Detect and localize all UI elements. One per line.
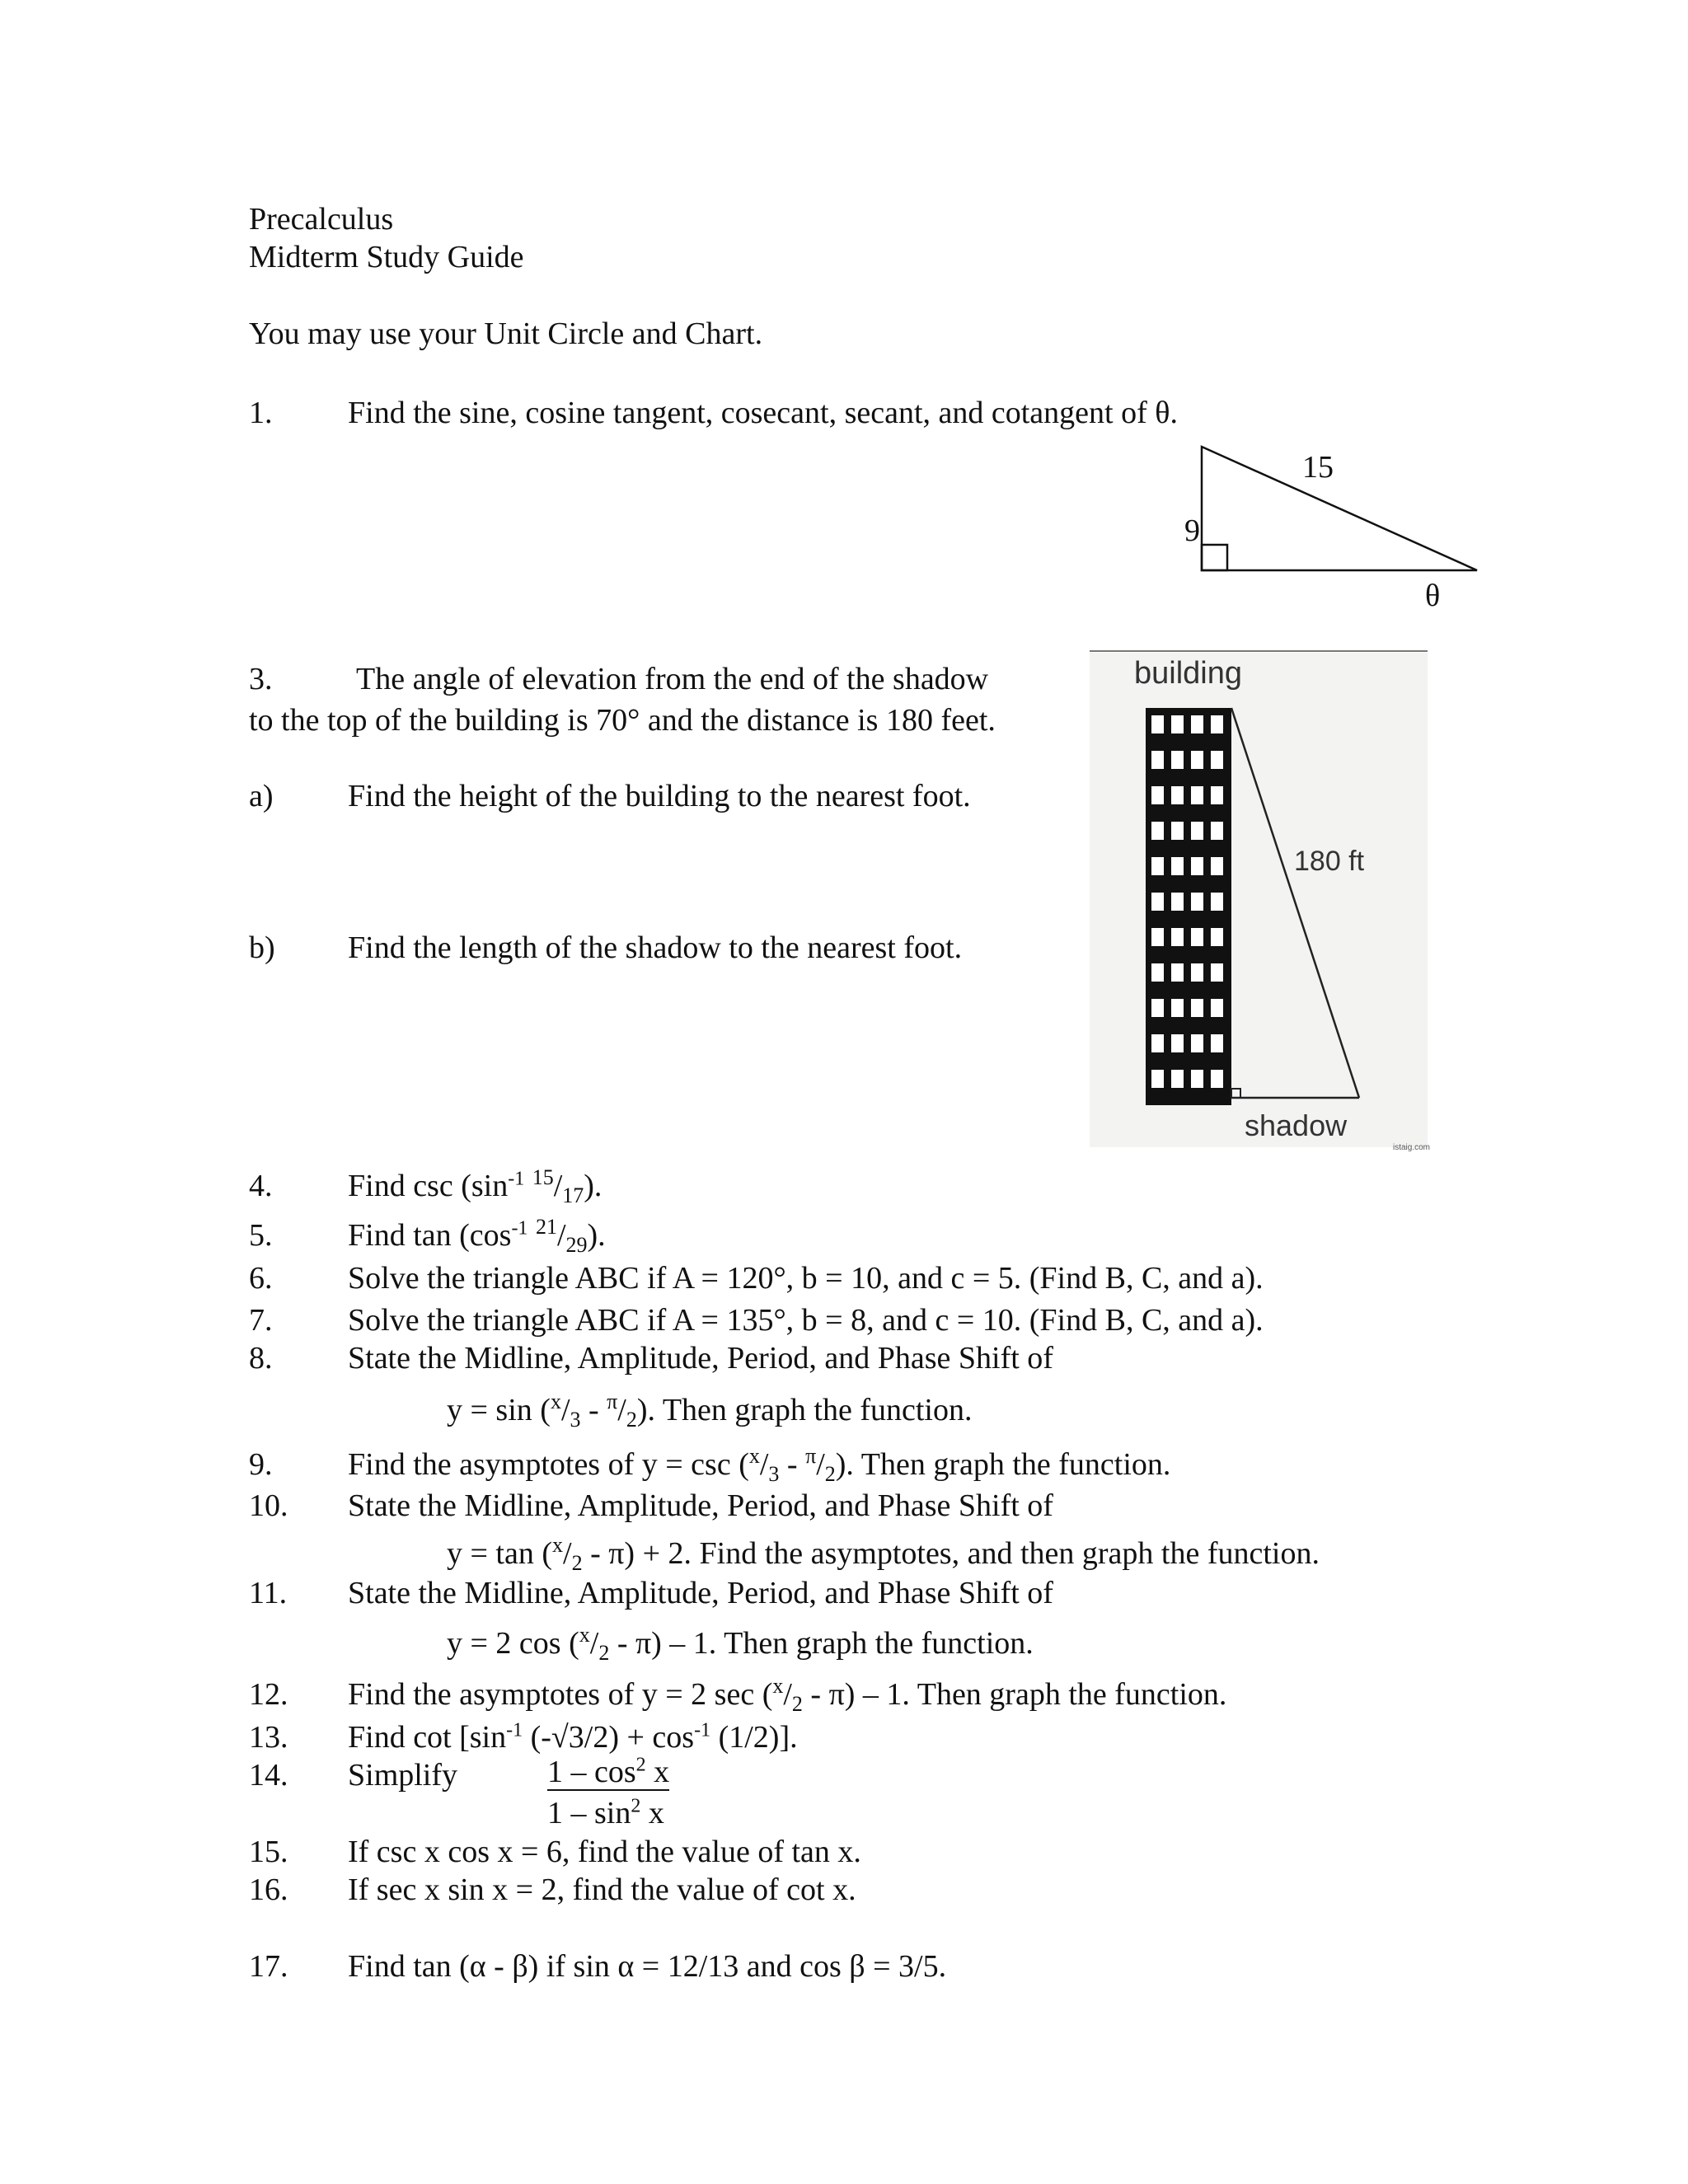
q16-number: 16.	[249, 1872, 288, 1907]
q1-leg-label: 9	[1184, 513, 1200, 548]
q8-number: 8.	[249, 1341, 273, 1376]
q17-text: Find tan (α - β) if sin α = 12/13 and cos β = 3/5.	[348, 1949, 947, 1984]
q14-number: 14.	[249, 1758, 288, 1793]
building-window	[1211, 893, 1223, 911]
q7-number: 7.	[249, 1303, 273, 1338]
q15-text: If csc x cos x = 6, find the value of tan x.	[348, 1835, 861, 1869]
building-window	[1191, 822, 1203, 840]
q10-equation: $y = \tan (^x/_2 - \pi) + 2$. Find the asymptotes, and then graph the function.	[447, 1533, 1320, 1575]
q10-number: 10.	[249, 1488, 288, 1523]
building-window	[1171, 751, 1184, 769]
q11-equation: y = 2 $\cos (^x/_2 - \pi) - 1$. Then graph the function.	[447, 1623, 1034, 1665]
building-window	[1171, 1034, 1184, 1052]
q6-number: 6.	[249, 1261, 273, 1296]
q3-number: 3.	[249, 662, 273, 696]
building-window	[1171, 928, 1184, 946]
q5-number: 5.	[249, 1218, 273, 1253]
building-window	[1171, 1070, 1184, 1088]
document-title: Midterm Study Guide	[249, 240, 524, 274]
building-window	[1171, 893, 1184, 911]
q14-denominator: $1 - \sin^2 x$	[547, 1795, 664, 1830]
building-window	[1171, 822, 1184, 840]
q1-right-angle-mark	[1202, 545, 1227, 570]
building-window	[1211, 1034, 1223, 1052]
building-window	[1211, 822, 1223, 840]
building-window	[1191, 751, 1203, 769]
q3-text-line1: The angle of elevation from the end of the shadow	[356, 662, 989, 696]
building-window	[1191, 1034, 1203, 1052]
q9-number: 9.	[249, 1447, 273, 1482]
course-name: Precalculus	[249, 202, 394, 237]
building-window	[1151, 893, 1164, 911]
building-window	[1191, 928, 1203, 946]
building-window	[1151, 715, 1164, 733]
building-window	[1151, 1034, 1164, 1052]
q8-equation: $y = \sin (^x/_3 - ^\pi/_2)$. Then graph the function.	[447, 1390, 973, 1432]
q11-text: State the Midline, Amplitude, Period, and Phase Shift of	[348, 1576, 1053, 1610]
q12-number: 12.	[249, 1677, 288, 1712]
q3a-text: Find the height of the building to the nearest foot.	[348, 779, 971, 813]
q4-number: 4.	[249, 1169, 273, 1203]
shadow-label: shadow	[1245, 1108, 1348, 1142]
building-window	[1211, 999, 1223, 1017]
q17-number: 17.	[249, 1949, 288, 1984]
building-window	[1171, 786, 1184, 804]
building-window	[1191, 857, 1203, 875]
building-window	[1211, 857, 1223, 875]
q5-text: Find $\tan (\cos^{-1}$ $^{21}/_{29}$).	[348, 1215, 606, 1257]
building-window	[1211, 751, 1223, 769]
building-window	[1211, 1070, 1223, 1088]
building-window	[1151, 999, 1164, 1017]
distance-label: 180 ft	[1294, 846, 1365, 877]
q13-number: 13.	[249, 1720, 288, 1755]
building-window	[1191, 963, 1203, 982]
q1-number: 1.	[249, 396, 273, 430]
q1-triangle	[1202, 447, 1477, 570]
building-window	[1211, 963, 1223, 982]
building-window	[1151, 1070, 1164, 1088]
building-window	[1151, 857, 1164, 875]
q3b-label: b)	[249, 930, 275, 965]
q3b-text: Find the length of the shadow to the nearest foot.	[348, 930, 963, 965]
q10-text: State the Midline, Amplitude, Period, and Phase Shift of	[348, 1488, 1053, 1523]
q8-text: State the Midline, Amplitude, Period, and Phase Shift of	[348, 1341, 1053, 1376]
building-window	[1151, 822, 1164, 840]
building-window	[1191, 786, 1203, 804]
building-window	[1191, 893, 1203, 911]
building-window	[1191, 999, 1203, 1017]
building-window	[1171, 715, 1184, 733]
q11-number: 11.	[249, 1576, 288, 1610]
q1-hypotenuse-label: 15	[1302, 450, 1334, 485]
q1-text: Find the sine, cosine tangent, cosecant, secant, and cotangent of θ.	[348, 396, 1178, 430]
q15-number: 15.	[249, 1835, 288, 1869]
q14-numerator: $1 - \cos^2 x$	[547, 1754, 670, 1789]
building-window	[1211, 928, 1223, 946]
building-window	[1191, 1070, 1203, 1088]
q4-text: Find $\csc (\sin^{-1}$ $^{15}/_{17}$).	[348, 1165, 603, 1207]
q1-theta-label: θ	[1425, 579, 1441, 613]
q7-text: Solve the triangle ABC if A = 135°, b = 8, and c = 10. (Find B, C, and a).	[348, 1303, 1264, 1338]
building-window	[1211, 715, 1223, 733]
building-window	[1151, 751, 1164, 769]
image-credit: istaig.com	[1393, 1143, 1431, 1152]
q13-text: Find $\cot [\sin^{-1}$ $(-√3/2) + \cos^{-1} (1/2)$].	[348, 1719, 798, 1755]
building-window	[1151, 963, 1164, 982]
q3-text-line2: to the top of the building is 70° and the distance is 180 feet.	[249, 703, 996, 738]
q9-text: Find the asymptotes of $y = \csc (^x/_3 - ^\pi/_2)$. Then graph the function.	[348, 1444, 1171, 1486]
building-window	[1191, 715, 1203, 733]
building-window	[1211, 786, 1223, 804]
building-window	[1171, 999, 1184, 1017]
building-window	[1171, 857, 1184, 875]
q12-text: Find the asymptotes of y = 2 $\sec (^x/_2 - \pi) - 1$. Then graph the function.	[348, 1674, 1227, 1716]
q16-text: If sec x sin x = 2, find the value of cot x.	[348, 1872, 856, 1907]
q14-label: Simplify	[348, 1758, 458, 1793]
building-window	[1171, 963, 1184, 982]
instructions-note: You may use your Unit Circle and Chart.	[249, 316, 763, 351]
building-shadow-figure	[1090, 649, 1436, 1160]
q3a-label: a)	[249, 779, 274, 813]
q6-text: Solve the triangle ABC if A = 120°, b = 10, and c = 5. (Find B, C, and a).	[348, 1261, 1264, 1296]
building-label: building	[1134, 656, 1242, 691]
building-window	[1151, 928, 1164, 946]
building-window	[1151, 786, 1164, 804]
